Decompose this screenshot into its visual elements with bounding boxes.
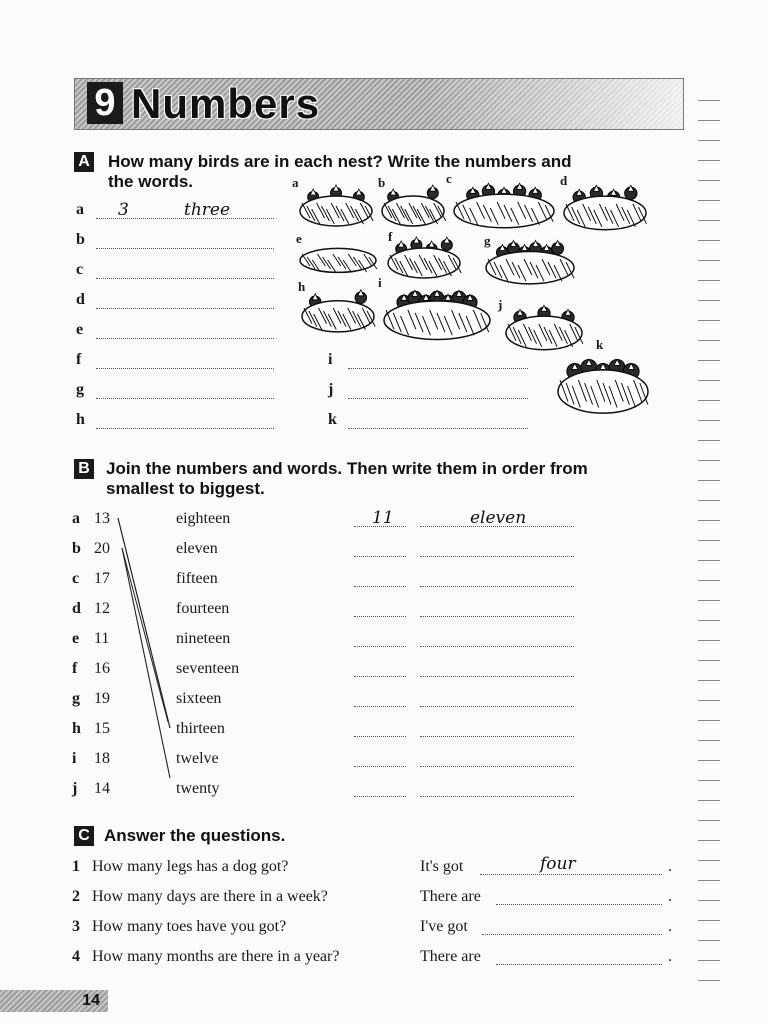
row-number[interactable]: 19 (94, 690, 110, 707)
row-letter: a (72, 510, 80, 527)
edge-mark (698, 900, 720, 901)
edge-mark (698, 560, 720, 561)
edge-mark (698, 120, 720, 121)
row-letter: e (72, 630, 80, 647)
row-number[interactable]: 18 (94, 750, 110, 767)
row-word[interactable]: sixteen (176, 690, 222, 707)
join-line-13-thirteen (118, 518, 170, 728)
section-c-letter: C (74, 826, 94, 846)
section-b-instruction-2: smallest to biggest. (106, 479, 265, 498)
row-word[interactable]: fourteen (176, 600, 230, 617)
edge-mark (698, 180, 720, 181)
edge-mark (698, 320, 720, 321)
edge-mark (698, 100, 720, 101)
answer-label-g: g (76, 381, 84, 398)
edge-mark (698, 220, 720, 221)
edge-mark (698, 280, 720, 281)
nest-label-j: j (498, 297, 503, 312)
example-number-a: 3 (118, 200, 129, 220)
edge-mark (698, 380, 720, 381)
period: . (668, 858, 672, 875)
answer-label-d: d (76, 291, 85, 308)
edge-mark (698, 800, 720, 801)
nest-label-f: f (388, 229, 393, 244)
edge-mark (698, 680, 720, 681)
row-letter: i (72, 750, 77, 767)
edge-mark (698, 780, 720, 781)
page-number: 14 (82, 992, 100, 1009)
section-a-letter: A (74, 152, 94, 172)
row-number[interactable]: 20 (94, 540, 110, 557)
edge-mark (698, 940, 720, 941)
row-number[interactable]: 17 (94, 570, 110, 587)
nest-label-c: c (446, 171, 452, 186)
section-a-instruction-1: How many birds are in each nest? Write the numbers and (108, 152, 572, 171)
answer-label-c: c (76, 261, 84, 278)
row-number[interactable]: 11 (94, 630, 110, 647)
answer-line[interactable] (496, 948, 662, 965)
answer-label-a: a (76, 201, 84, 218)
edge-mark (698, 700, 720, 701)
row-word[interactable]: twenty (176, 780, 220, 797)
nest-label-a: a (292, 175, 299, 190)
edge-mark (698, 140, 720, 141)
edge-mark (698, 540, 720, 541)
edge-mark (698, 980, 720, 981)
edge-mark (698, 960, 720, 961)
edge-mark (698, 820, 720, 821)
row-word[interactable]: nineteen (176, 630, 231, 647)
answer-stem: There are (420, 888, 481, 905)
edge-mark (698, 200, 720, 201)
edge-mark (698, 600, 720, 601)
question-number: 3 (72, 918, 80, 935)
answer-label-i: i (328, 351, 333, 368)
nest-label-i: i (378, 275, 382, 290)
section-b-instruction-1: Join the numbers and words. Then write them in order from (106, 459, 588, 478)
question-text: How many toes have you got? (92, 918, 287, 935)
row-number[interactable]: 12 (94, 600, 110, 617)
section-c-instruction: Answer the questions. (104, 826, 286, 845)
edge-mark (698, 240, 720, 241)
answer-label-f: f (76, 351, 82, 368)
answer-stem: It's got (420, 858, 464, 875)
page-title: Numbers (131, 80, 321, 127)
example-word-b: eleven (470, 508, 527, 528)
answer-text: four (540, 854, 576, 874)
edge-mark (698, 520, 720, 521)
nest-label-h: h (298, 279, 306, 294)
row-number[interactable]: 13 (94, 510, 110, 527)
unit-number: 9 (87, 82, 123, 124)
example-word-a: three (184, 200, 231, 220)
answer-label-k: k (328, 411, 337, 428)
row-number[interactable]: 15 (94, 720, 110, 737)
row-word[interactable]: seventeen (176, 660, 240, 677)
edge-mark (698, 640, 720, 641)
edge-mark (698, 160, 720, 161)
nest-label-b: b (378, 175, 386, 190)
row-word[interactable]: fifteen (176, 570, 218, 587)
edge-mark (698, 360, 720, 361)
answer-line[interactable] (496, 888, 662, 905)
answer-line[interactable] (482, 918, 662, 935)
page-number-tab (0, 990, 108, 1012)
row-number[interactable]: 14 (94, 780, 110, 797)
edge-mark (698, 880, 720, 881)
edge-mark (698, 720, 720, 721)
edge-mark (698, 620, 720, 621)
edge-mark (698, 760, 720, 761)
nest-label-e: e (296, 231, 302, 246)
question-number: 1 (72, 858, 80, 875)
edge-mark (698, 400, 720, 401)
period: . (668, 888, 672, 905)
period: . (668, 948, 672, 965)
row-word[interactable]: eighteen (176, 510, 231, 527)
edge-mark (698, 300, 720, 301)
row-letter: b (72, 540, 81, 557)
join-line-partial (122, 548, 168, 722)
edge-mark (698, 420, 720, 421)
question-text: How many days are there in a week? (92, 888, 328, 905)
question-text: How many legs has a dog got? (92, 858, 289, 875)
edge-mark (698, 860, 720, 861)
row-word[interactable]: thirteen (176, 720, 225, 737)
nest-label-d: d (560, 173, 568, 188)
row-number[interactable]: 16 (94, 660, 110, 677)
row-word[interactable]: eleven (176, 540, 218, 557)
section-a-instruction-2: the words. (108, 172, 194, 191)
nest-label-g: g (484, 233, 491, 248)
section-b-letter: B (74, 459, 94, 479)
example-number-b: 11 (372, 508, 394, 528)
join-line-20-twenty (122, 548, 170, 778)
row-letter: g (72, 690, 80, 707)
question-text: How many months are there in a year? (92, 948, 340, 965)
edge-mark (698, 340, 720, 341)
edge-mark (698, 740, 720, 741)
edge-mark (698, 580, 720, 581)
answer-label-j: j (328, 381, 334, 398)
edge-mark (698, 460, 720, 461)
edge-mark (698, 500, 720, 501)
row-letter: c (72, 570, 80, 587)
question-number: 4 (72, 948, 80, 965)
edge-mark (698, 920, 720, 921)
nest-label-k: k (596, 337, 604, 352)
answer-label-b: b (76, 231, 85, 248)
question-number: 2 (72, 888, 80, 905)
row-word[interactable]: twelve (176, 750, 219, 767)
answer-label-e: e (76, 321, 84, 338)
edge-mark (698, 660, 720, 661)
edge-mark (698, 840, 720, 841)
answer-stem: I've got (420, 918, 468, 935)
row-letter: d (72, 600, 81, 617)
answer-label-h: h (76, 411, 85, 428)
row-letter: h (72, 720, 81, 737)
edge-mark (698, 480, 720, 481)
answer-stem: There are (420, 948, 481, 965)
row-letter: f (72, 660, 78, 677)
row-letter: j (72, 780, 78, 797)
period: . (668, 918, 672, 935)
edge-mark (698, 260, 720, 261)
edge-mark (698, 440, 720, 441)
